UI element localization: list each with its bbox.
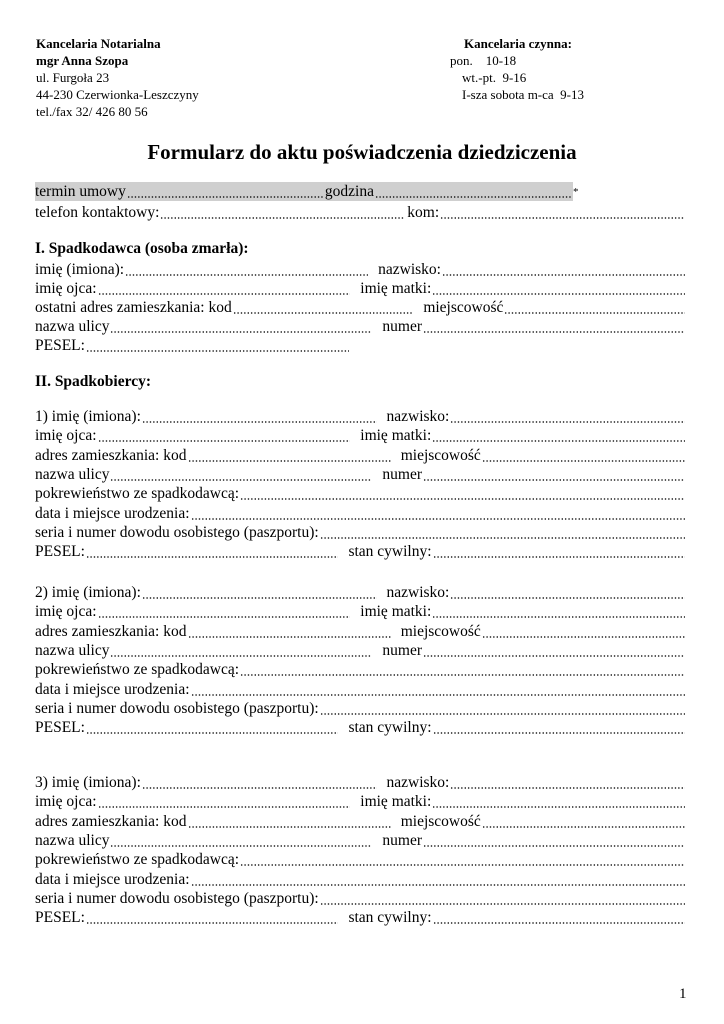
appointment-hour-field[interactable]	[375, 196, 571, 198]
heir-first-name-field[interactable]	[142, 597, 377, 599]
heir-id-document-label: seria i numer dowodu osobistego (paszportu):	[35, 700, 319, 717]
heir-street-label: nazwa ulicy	[35, 642, 110, 659]
heir-birth-label: data i miejsce urodzenia:	[35, 681, 190, 698]
office-hours-row: I-sza sobota m-ca 9-13	[462, 87, 585, 102]
office-city: 44-230 Czerwionka-Leszczyny	[36, 87, 199, 102]
heir-father-label: imię ojca:	[35, 603, 97, 620]
heir-kinship-field[interactable]	[240, 674, 685, 676]
heir-locality-field[interactable]	[482, 636, 685, 638]
heir-father-field[interactable]	[98, 616, 351, 618]
heir-row	[35, 542, 687, 561]
heir-marital-status-label: stan cywilny:	[348, 719, 432, 736]
heir-number-field[interactable]	[423, 479, 685, 481]
heir-row	[35, 812, 687, 831]
asterisk-note: *	[573, 186, 579, 198]
heir-marital-status-field[interactable]	[433, 556, 685, 558]
heir-surname-label: nazwisko:	[386, 408, 450, 425]
heir-mother-field[interactable]	[432, 806, 685, 808]
heir-surname-label: nazwisko:	[386, 774, 450, 791]
appointment-hour-label: godzina	[324, 183, 374, 200]
heir-row	[35, 504, 687, 523]
heir-street-label: nazwa ulicy	[35, 832, 110, 849]
heir-birth-label: data i miejsce urodzenia:	[35, 871, 190, 888]
heir-row	[35, 407, 687, 426]
heir-street-field[interactable]	[110, 845, 372, 847]
heir-pesel-label: PESEL:	[35, 719, 85, 736]
heir-row	[35, 622, 687, 641]
form-title: Formularz do aktu poświadczenia dziedziczenia	[147, 140, 577, 164]
heir-postal-code-label: adres zamieszkania: kod	[35, 447, 187, 464]
heir-row	[35, 426, 687, 445]
heir-postal-code-field[interactable]	[188, 636, 391, 638]
heir-id-document-field[interactable]	[320, 713, 685, 715]
heir-number-label: numer	[382, 466, 423, 483]
office-address-block	[36, 35, 199, 120]
heir-surname-field[interactable]	[450, 421, 685, 423]
deceased-pesel-row	[35, 336, 351, 355]
deceased-mother-field[interactable]	[432, 293, 685, 295]
heir-first-name-field[interactable]	[142, 787, 377, 789]
office-hours-row: pon. 10-18	[450, 53, 517, 68]
heir-row	[35, 523, 687, 542]
heir-id-document-field[interactable]	[320, 537, 685, 539]
heir-father-label: imię ojca:	[35, 427, 97, 444]
deceased-address-row	[35, 298, 687, 317]
heir-locality-label: miejscowość	[400, 623, 481, 640]
heir-street-label: nazwa ulicy	[35, 466, 110, 483]
heir-pesel-field[interactable]	[86, 556, 338, 558]
heir-mother-label: imię matki:	[360, 427, 432, 444]
heir-postal-code-label: adres zamieszkania: kod	[35, 623, 187, 640]
heir-row	[35, 484, 687, 503]
heir-birth-field[interactable]	[191, 694, 685, 696]
heir-birth-field[interactable]	[191, 884, 685, 886]
heir-number-field[interactable]	[423, 845, 685, 847]
heir-marital-status-label: stan cywilny:	[348, 909, 432, 926]
heir-mother-field[interactable]	[432, 616, 685, 618]
deceased-father-field[interactable]	[98, 293, 351, 295]
heir-mother-field[interactable]	[432, 440, 685, 442]
heir-kinship-label: pokrewieństwo ze spadkodawcą:	[35, 485, 240, 502]
office-phone: tel./fax 32/ 426 80 56	[36, 104, 148, 119]
office-name: Kancelaria Notarialna	[36, 36, 161, 51]
heir-number-field[interactable]	[423, 655, 685, 657]
heir-mother-label: imię matki:	[360, 793, 432, 810]
heir-pesel-label: PESEL:	[35, 543, 85, 560]
deceased-postal-code-field[interactable]	[233, 312, 414, 314]
deceased-surname-field[interactable]	[442, 274, 685, 276]
office-street: ul. Furgoła 23	[36, 70, 110, 85]
deceased-mother-label: imię matki:	[360, 280, 432, 297]
heir-pesel-label: PESEL:	[35, 909, 85, 926]
heir-kinship-label: pokrewieństwo ze spadkodawcą:	[35, 851, 240, 868]
heir-row	[35, 583, 687, 602]
heir-row	[35, 889, 687, 908]
heir-id-document-label: seria i numer dowodu osobistego (paszportu):	[35, 890, 319, 907]
heir-locality-field[interactable]	[482, 460, 685, 462]
appointment-date-label: termin umowy	[35, 183, 126, 200]
deceased-surname-label: nazwisko:	[378, 261, 441, 278]
heir-first-name-label: 1) imię (imiona):	[35, 408, 141, 425]
heir-row	[35, 641, 687, 660]
heir-father-label: imię ojca:	[35, 793, 97, 810]
mobile-field[interactable]	[440, 217, 685, 219]
deceased-number-field[interactable]	[423, 331, 685, 333]
deceased-street-label: nazwa ulicy	[35, 318, 110, 335]
heir-surname-field[interactable]	[450, 787, 685, 789]
section-deceased-heading: I. Spadkodawca (osoba zmarła):	[35, 240, 249, 257]
deceased-first-name-field[interactable]	[125, 274, 368, 276]
contact-phone-label: telefon kontaktowy:	[35, 204, 160, 221]
deceased-locality-label: miejscowość	[423, 299, 504, 316]
section-heirs-heading: II. Spadkobiercy:	[35, 373, 151, 390]
heir-pesel-field[interactable]	[86, 732, 338, 734]
heir-postal-code-field[interactable]	[188, 460, 391, 462]
deceased-father-label: imię ojca:	[35, 280, 97, 297]
deceased-pesel-field[interactable]	[86, 350, 349, 352]
contact-phone-field[interactable]	[160, 217, 405, 219]
heir-row	[35, 850, 687, 869]
appointment-date-field[interactable]	[127, 196, 323, 198]
heir-father-field[interactable]	[98, 440, 351, 442]
heir-first-name-field[interactable]	[142, 421, 377, 423]
heir-birth-label: data i miejsce urodzenia:	[35, 505, 190, 522]
heir-row	[35, 465, 687, 484]
heir-row	[35, 908, 687, 927]
heir-locality-field[interactable]	[482, 826, 685, 828]
heir-surname-field[interactable]	[450, 597, 685, 599]
page-number: 1	[679, 986, 687, 1002]
appointment-row	[35, 182, 573, 201]
heir-row	[35, 870, 687, 889]
heir-row	[35, 680, 687, 699]
heir-row	[35, 792, 687, 811]
heir-pesel-field[interactable]	[86, 922, 338, 924]
heir-number-label: numer	[382, 832, 423, 849]
heir-id-document-field[interactable]	[320, 903, 685, 905]
office-hours-row: wt.-pt. 9-16	[462, 70, 527, 85]
heir-kinship-label: pokrewieństwo ze spadkodawcą:	[35, 661, 240, 678]
heir-id-document-label: seria i numer dowodu osobistego (paszportu):	[35, 524, 319, 541]
deceased-number-label: numer	[382, 318, 423, 335]
heir-father-field[interactable]	[98, 806, 351, 808]
heir-locality-label: miejscowość	[400, 813, 481, 830]
office-hours-title: Kancelaria czynna:	[464, 36, 572, 51]
heir-row	[35, 602, 687, 621]
heir-row	[35, 831, 687, 850]
heir-postal-code-label: adres zamieszkania: kod	[35, 813, 187, 830]
heir-locality-label: miejscowość	[400, 447, 481, 464]
heir-street-field[interactable]	[110, 479, 372, 481]
deceased-locality-field[interactable]	[504, 312, 685, 314]
heir-kinship-field[interactable]	[240, 864, 685, 866]
heir-marital-status-label: stan cywilny:	[348, 543, 432, 560]
deceased-street-field[interactable]	[110, 331, 372, 333]
deceased-pesel-label: PESEL:	[35, 337, 85, 354]
heir-row	[35, 660, 687, 679]
deceased-name-row	[35, 260, 687, 279]
notary-name: mgr Anna Szopa	[36, 53, 129, 68]
heir-postal-code-field[interactable]	[188, 826, 391, 828]
deceased-street-row	[35, 317, 687, 336]
heir-surname-label: nazwisko:	[386, 584, 450, 601]
heir-row	[35, 773, 687, 792]
contact-phone-row	[35, 203, 687, 222]
heir-birth-field[interactable]	[191, 518, 685, 520]
deceased-first-name-label: imię (imiona):	[35, 261, 125, 278]
heir-marital-status-field[interactable]	[433, 922, 685, 924]
heir-first-name-label: 3) imię (imiona):	[35, 774, 141, 791]
heir-number-label: numer	[382, 642, 423, 659]
heir-kinship-field[interactable]	[240, 498, 685, 500]
heir-street-field[interactable]	[110, 655, 372, 657]
office-hours-block	[450, 35, 584, 103]
heir-first-name-label: 2) imię (imiona):	[35, 584, 141, 601]
mobile-label: kom:	[407, 204, 440, 221]
heir-row	[35, 446, 687, 465]
deceased-postal-code-label: ostatni adres zamieszkania: kod	[35, 299, 232, 316]
heir-row	[35, 699, 687, 718]
heir-marital-status-field[interactable]	[433, 732, 685, 734]
heir-row	[35, 718, 687, 737]
deceased-parents-row	[35, 279, 687, 298]
heir-mother-label: imię matki:	[360, 603, 432, 620]
